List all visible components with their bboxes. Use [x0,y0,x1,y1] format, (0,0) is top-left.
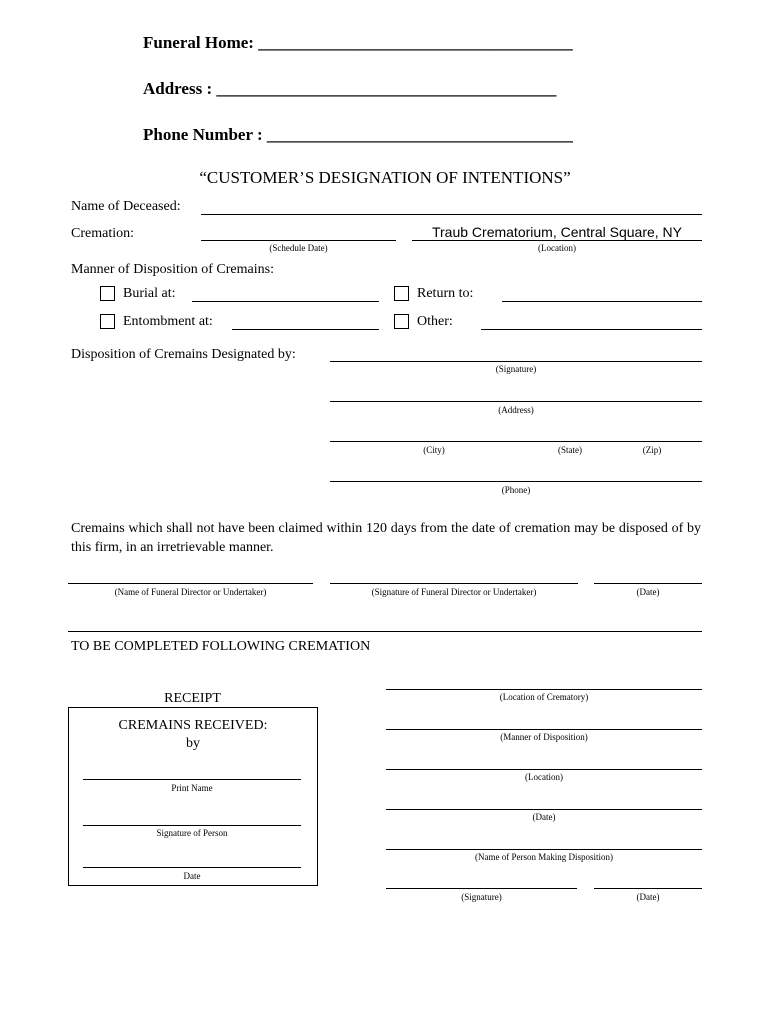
final-date-caption: (Date) [636,892,660,902]
designated-zip-caption: (Zip) [642,445,662,455]
receipt-title: RECEIPT [164,691,221,706]
crematory-location-line[interactable] [386,689,702,690]
disposition-location-line[interactable] [386,769,702,770]
manner-disposition-caption: (Manner of Disposition) [500,732,588,742]
crematory-location-caption: (Location of Crematory) [499,692,589,702]
designated-phone-caption: (Phone) [501,485,531,495]
designated-city-caption: (City) [423,445,445,455]
designated-by-label: Disposition of Cremains Designated by: [71,347,296,362]
cremation-location-caption: (Location) [538,243,576,253]
designated-city-state-zip-line[interactable] [330,441,702,442]
director-date-line[interactable] [594,583,702,584]
entombment-label: Entombment at: [123,314,213,329]
burial-line[interactable] [192,301,379,302]
cremation-location-line[interactable] [412,240,702,241]
funeral-home-field[interactable]: Funeral Home: _____________________________________ [143,33,573,52]
designated-address-caption: (Address) [498,405,534,415]
schedule-date-line[interactable] [201,240,396,241]
deceased-name-line[interactable] [201,214,702,215]
person-signature-caption: Signature of Person [156,828,228,838]
received-by-label: by [186,736,200,751]
person-signature-line[interactable] [83,825,301,826]
entombment-checkbox[interactable] [100,314,115,329]
schedule-date-caption: (Schedule Date) [269,243,328,253]
receipt-box [68,707,318,886]
cremains-received-label: CREMAINS RECEIVED: [118,718,268,733]
form-title: “CUSTOMER’S DESIGNATION OF INTENTIONS” [199,168,571,187]
print-name-line[interactable] [83,779,301,780]
director-name-line[interactable] [68,583,313,584]
other-checkbox[interactable] [394,314,409,329]
print-name-caption: Print Name [171,783,213,793]
designated-state-caption: (State) [558,445,582,455]
disposition-date-caption: (Date) [532,812,556,822]
designated-address-line[interactable] [330,401,702,402]
disposition-location-caption: (Location) [525,772,563,782]
receipt-date-line[interactable] [83,867,301,868]
entombment-line[interactable] [232,329,379,330]
final-signature-caption: (Signature) [461,892,502,902]
director-signature-line[interactable] [330,583,578,584]
designated-signature-line[interactable] [330,361,702,362]
final-signature-line[interactable] [386,888,577,889]
other-line[interactable] [481,329,702,330]
final-date-line[interactable] [594,888,702,889]
address-field[interactable]: Address : ________________________________________ [143,79,557,98]
designated-signature-caption: (Signature) [495,364,537,374]
section-divider [68,631,702,632]
cremation-label: Cremation: [71,226,134,241]
other-label: Other: [417,314,453,329]
manner-label: Manner of Disposition of Cremains: [71,262,274,277]
burial-label: Burial at: [123,286,176,301]
director-date-caption: (Date) [636,587,660,597]
unclaimed-notice: Cremains which shall not have been claimed within 120 days from the date of cremation may be disposed of by this firm, in an irretrievable manner. [71,521,701,555]
manner-disposition-line[interactable] [386,729,702,730]
person-making-line[interactable] [386,849,702,850]
return-to-line[interactable] [502,301,702,302]
receipt-date-caption: Date [183,871,201,881]
deceased-label: Name of Deceased: [71,199,181,214]
return-to-checkbox[interactable] [394,286,409,301]
director-name-caption: (Name of Funeral Director or Undertaker) [114,587,267,597]
person-making-caption: (Name of Person Making Disposition) [475,852,613,862]
return-to-label: Return to: [417,286,474,301]
following-cremation-heading: TO BE COMPLETED FOLLOWING CREMATION [71,639,371,654]
cremation-location-value: Traub Crematorium, Central Square, NY [431,224,683,240]
burial-checkbox[interactable] [100,286,115,301]
disposition-date-line[interactable] [386,809,702,810]
director-signature-caption: (Signature of Funeral Director or Undertaker) [371,587,537,597]
phone-number-field[interactable]: Phone Number : ____________________________________ [143,125,573,144]
designated-phone-line[interactable] [330,481,702,482]
